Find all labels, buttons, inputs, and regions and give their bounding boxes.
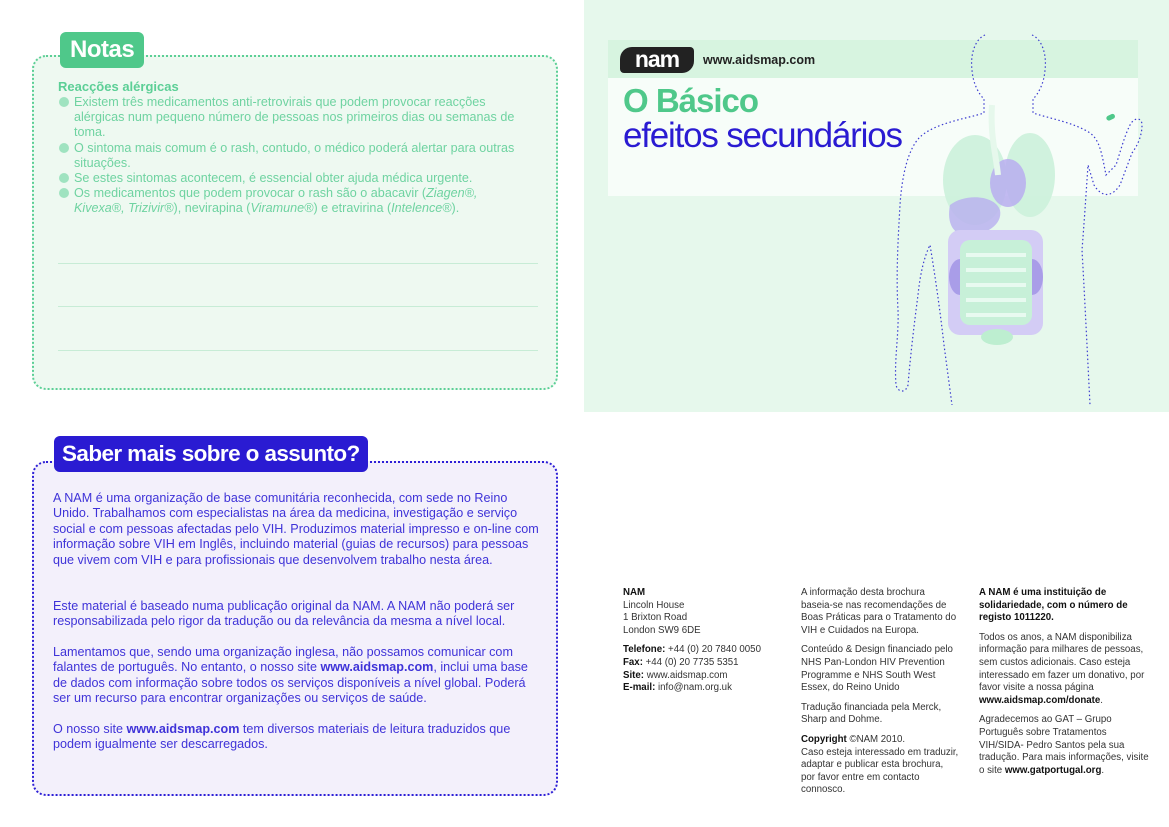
info-column [801,587,959,804]
list-item [58,141,518,171]
note-text: O sintoma mais comum é o rash, contudo, o médico poderá alertar para outras situações. [74,140,515,170]
list-item [58,186,518,216]
punctuation: . [1101,764,1105,776]
bullet-dot-icon [59,143,69,153]
note-text: ) e etravirina ( [313,201,392,216]
site-label: Site: [623,669,644,681]
note-writing-line [58,306,538,307]
notes-tab: Notas [60,32,144,68]
note-writing-line [58,263,538,264]
human-body-illustration [880,25,1150,405]
paragraph-text: tem diversos materiais de leitura traduzidos que podem igualmente ser descarregados. [53,722,511,752]
learn-more-paragraph: Este material é baseado numa publicação original da NAM. A NAM não poderá ser responsabilizada pelo rigor da tradução ou da relevância da mesma a nível local. [53,599,515,629]
cover-title: O Básico [623,82,759,119]
notes-list [58,95,518,217]
learn-more-paragraph: A NAM é uma organização de base comunitária reconhecida, com sede no Reino Unido. Trabalhamos com especialistas na área da medicina, investigação e serviço social e com pessoas afectadas pelo VIH. Produzimos material impresso e on-line com informação sobre VIH em Inglês, incluindo material (guias de recursos) para pessoas que vivem com VIH e para profissionais que desenvolvem trabalho nesta área. [53,491,539,567]
info-paragraph: Caso esteja interessado em traduzir, adaptar e publicar esta brochura, por favor entre em contacto connosco. [801,746,959,796]
paragraph-text: Lamentamos que, sendo uma organização inglesa, não possamos comunicar com falantes de português. No entanto, o nosso site [53,645,513,675]
info-paragraph: Tradução financiada pela Merck, Sharp and Dohme. [801,701,942,726]
address-line: 1 Brixton Road [623,612,688,624]
email-label: E-mail: [623,682,656,694]
learn-more-paragraph [53,645,545,707]
paragraph-text: O nosso site [53,722,127,736]
note-text: ). [451,201,460,216]
copyright-text: ©NAM 2010. [846,733,906,745]
drug-brand-names: Ziagen®, Kivexa®, Trizivir® [74,186,478,216]
site-link[interactable]: www.aidsmap.com [644,669,728,681]
gat-link[interactable]: www.gatportugal.org [1004,764,1102,776]
aidsmap-link[interactable]: www.aidsmap.com [126,722,240,736]
bullet-dot-icon [59,188,69,198]
charity-paragraph: Todos os anos, a NAM disponibiliza informação para milhares de pessoas, sem custos adicionais. Caso esteja interessado em fazer um donativo, por favor visite a nossa página [979,631,1145,694]
nam-logo: nam [620,47,694,73]
drug-brand-name: Viramune® [250,201,314,216]
note-text: ), nevirapina ( [173,201,251,216]
body-outline-right [1032,35,1142,405]
charity-heading: A NAM é uma instituição de solidariedade, com o número de registo 1011220. [979,587,1128,624]
fax-value: +44 (0) 20 7735 5351 [642,656,739,668]
pill-icon [1106,113,1116,121]
note-text: Existem três medicamentos anti-retrovirais que podem provocar reacções alérgicas num pequeno número de pessoas nos primeiros dias ou semanas de toma. [74,95,515,140]
address-line: London SW9 6DE [623,624,701,636]
notes-heading: Reacções alérgicas [58,79,179,94]
bullet-dot-icon [59,97,69,107]
charity-column [979,587,1149,784]
intestines [960,240,1032,325]
paragraph-text: , inclui uma base de dados com informação sobre todos os serviços disponíveis a nível global. Poderá ser um recurso para encontrar organizações ou serviços de saúde. [53,660,528,706]
phone-value: +44 (0) 20 7840 0050 [665,644,761,656]
copyright-label: Copyright [801,733,847,745]
liver [949,197,1000,235]
punctuation: . [1100,694,1103,706]
phone-label: Telefone: [623,644,666,656]
email-link[interactable]: info@nam.org.uk [655,682,732,694]
info-paragraph: A informação desta brochura baseia-se nas recomendações de Boas Práticas para o Tratamento do VIH e Cuidados na Europa. [801,587,957,636]
aidsmap-link[interactable]: www.aidsmap.com [320,660,434,675]
donate-link[interactable]: www.aidsmap.com/donate [979,694,1101,706]
note-writing-line [58,350,538,351]
note-text: Se estes sintomas acontecem, é essencial obter ajuda médica urgente. [74,171,473,186]
bladder [981,329,1013,345]
info-paragraph: Conteúdo & Design financiado pelo NHS Pan-London HIV Prevention Programme e NHS South West Essex, do Reino Unido [801,644,953,694]
drug-brand-name: Intelence® [391,201,452,216]
note-text: Os medicamentos que podem provocar o rash são o abacavir ( [74,186,427,201]
learn-more-tab: Saber mais sobre o assunto? [54,436,368,472]
contact-column [623,587,788,702]
bullet-dot-icon [59,173,69,183]
list-item [58,171,518,186]
fax-label: Fax: [623,656,643,668]
cover-subtitle: efeitos secundários [623,116,902,155]
address-line: Lincoln House [623,599,685,611]
list-item [58,95,518,141]
cover-website-link[interactable]: www.aidsmap.com [703,53,816,67]
org-name: NAM [623,587,646,598]
learn-more-paragraph [53,722,545,753]
charity-paragraph: Agradecemos ao GAT – Grupo Português sobre Tratamentos VIH/SIDA- Pedro Santos pela sua tradução. Para mais informações, visite o site [979,714,1149,776]
